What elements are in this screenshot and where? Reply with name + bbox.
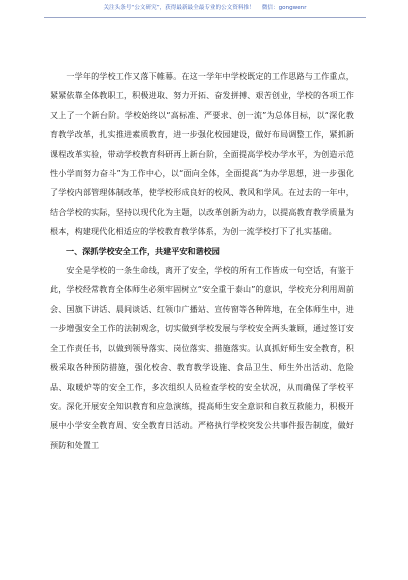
header-rule — [44, 17, 366, 18]
header-banner — [44, 4, 366, 12]
section-paragraph: 安全是学校的一条生命线，离开了安全，学校的所有工作皆成一句空话，有鉴于此，学校经常教育全体师生必须牢固树立“安全重于泰山”的意识，学校充分利用周前会、国旗下讲话、晨间谈话、红领巾广播站、宣传窗等各种阵地，在全体师生中，进一步增强安全工作的法制观念，切实做到学校发展与学校安全两头兼顾，通过签订安全工作责任书，以做到领导落实、岗位落实、措施落实。认真抓好师生安全教育，积极采取各种预防措施，强化校舍、教育教学设施、食品卫生、师生外出活动、危险品、取暖炉等的安全工作，多次组织人员检查学校的安全状况，从而确保了学校平安。深化开展安全知识教育和应急演练，提高师生安全意识和自救互救能力，积极开展中小学安全教育周、安全教育日活动。严格执行学校突发公共事件报告制度，做好预防和处置工 — [50, 265, 354, 450]
document-body — [50, 67, 354, 455]
banner-text: 关注头条号“公文研究”，获得最新最全最专业的公文资料推！ — [103, 5, 255, 11]
intro-paragraph: 一学年的学校工作又落下帷幕。在这一学年中学校既定的工作思路与工作重点，紧紧依靠全体教职工，积极进取、努力开拓、奋发拼搏、艰苦创业，学校的各项工作又上了一个新台阶。学校始终以“高标准、严要求、创一流”为总体目标，以“深化教育教学改革，扎实推进素质教育，进一步强化校园建设，做好布局调整工作，紧抓新课程改革实验，带动学校教育科研再上新台阶，全面提高学校办学水平，为创造示范性小学而努力奋斗”为工作中心，以“面向全体，全面提高”为办学思想，进一步强化了学校内部管理体制改革，使学校形成良好的校风、教风和学风。在过去的一年中，结合学校的实际，坚持以现代化为主题，以改革创新为动力，以提高教育教学质量为根本，构建现代化相适应的学校教育教学体系，为创一流学校打下了扎实基础。 — [50, 71, 354, 237]
banner-wechat: 微信：gongwenr — [261, 5, 307, 11]
banner-spacer — [256, 5, 260, 11]
section-heading: 一、深抓学校安全工作，共建平安和谐校园 — [66, 245, 220, 256]
